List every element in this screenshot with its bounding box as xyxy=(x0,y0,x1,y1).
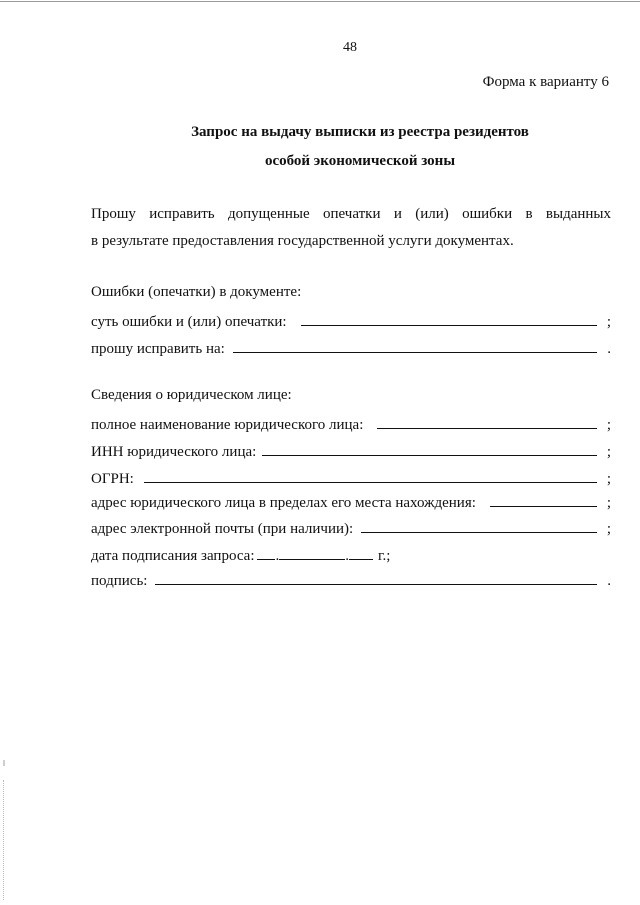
error-essence-terminator: ; xyxy=(606,314,611,330)
address-label: адрес юридического лица в пределах его места нахождения: xyxy=(91,495,476,511)
signing-date-label: дата подписания запроса: xyxy=(91,548,255,564)
top-border-line xyxy=(0,1,640,2)
entity-full-name-row xyxy=(91,414,611,434)
ogrn-row xyxy=(91,468,611,488)
inn-row xyxy=(91,441,611,461)
email-field[interactable] xyxy=(361,518,597,533)
entity-section-heading: Сведения о юридическом лице: xyxy=(91,387,292,403)
signature-label: подпись: xyxy=(91,573,148,589)
ogrn-terminator: ; xyxy=(606,471,611,487)
signing-date-month-field[interactable] xyxy=(279,545,345,560)
fix-to-field[interactable] xyxy=(233,338,597,353)
signing-date-dot-1: . xyxy=(275,548,280,564)
inn-terminator: ; xyxy=(606,444,611,460)
fix-to-terminator: . xyxy=(607,341,611,357)
address-terminator: ; xyxy=(606,495,611,511)
error-essence-label: суть ошибки и (или) опечатки: xyxy=(91,314,287,330)
signature-field[interactable] xyxy=(155,570,597,585)
error-essence-row xyxy=(91,311,611,331)
scan-margin-ticks xyxy=(3,780,6,900)
entity-full-name-label: полное наименование юридического лица: xyxy=(91,417,364,433)
address-row xyxy=(91,492,611,512)
fix-to-label: прошу исправить на: xyxy=(91,341,225,357)
document-title-line-1: Запрос на выдачу выписки из реестра резидентов xyxy=(191,124,529,140)
email-terminator: ; xyxy=(606,521,611,537)
signing-date-year-field[interactable] xyxy=(349,545,373,560)
fix-to-row xyxy=(91,338,611,358)
request-text-line-2: в результате предоставления государственной услуги документах. xyxy=(91,233,514,249)
scan-margin-mark xyxy=(3,760,5,766)
signing-date-row xyxy=(91,545,390,565)
inn-field[interactable] xyxy=(262,441,597,456)
signing-date-day-field[interactable] xyxy=(257,545,275,560)
entity-full-name-terminator: ; xyxy=(606,417,611,433)
entity-full-name-field[interactable] xyxy=(377,414,597,429)
email-label: адрес электронной почты (при наличии): xyxy=(91,521,354,537)
address-field[interactable] xyxy=(490,492,597,507)
request-text-line-1: Прошу исправить допущенные опечатки и (или) ошибки в выданных xyxy=(91,206,611,222)
ogrn-field[interactable] xyxy=(144,468,597,483)
document-title-line-2: особой экономической зоны xyxy=(264,153,456,169)
page-number: 48 xyxy=(343,40,357,55)
signing-date-dot-2: . xyxy=(345,548,349,564)
signing-date-year-suffix: г.; xyxy=(377,548,391,564)
signature-row xyxy=(91,570,611,590)
errors-section-heading: Ошибки (опечатки) в документе: xyxy=(91,284,302,300)
ogrn-label: ОГРН: xyxy=(91,471,134,487)
email-row xyxy=(91,518,611,538)
form-variant-label: Форма к варианту 6 xyxy=(482,74,609,90)
error-essence-field[interactable] xyxy=(301,311,597,326)
inn-label: ИНН юридического лица: xyxy=(91,444,257,460)
signature-terminator: . xyxy=(607,573,611,589)
